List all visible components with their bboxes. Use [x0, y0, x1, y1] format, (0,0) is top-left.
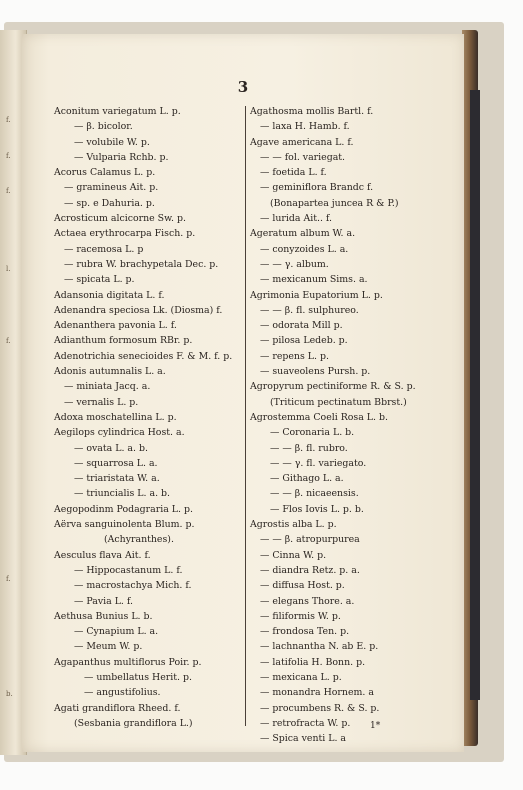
index-entry: — Cynapium L. a.	[74, 626, 159, 638]
index-entry: — repens L. p.	[260, 350, 329, 362]
index-entry: — Vulparia Rchb. p.	[74, 151, 169, 163]
right-column	[250, 104, 462, 746]
index-entry: — gramineus Ait. p.	[64, 182, 159, 194]
index-entry: — latifolia H. Bonn. p.	[260, 656, 366, 668]
index-entry: — — γ. album.	[260, 258, 329, 270]
index-entry: — miniata Jacq. a.	[64, 381, 151, 393]
index-entry: Aethusa Bunius L. b.	[54, 610, 153, 622]
index-entry: — rubra W. brachypetala Dec. p.	[64, 258, 219, 270]
index-entry: — elegans Thore. a.	[260, 595, 355, 607]
index-entry: — lurida Ait.. f.	[260, 213, 333, 225]
index-entry: Aesculus flava Ait. f.	[54, 549, 151, 561]
index-entry: Agrostemma Coeli Rosa L. b.	[250, 411, 388, 423]
book-page	[22, 34, 464, 752]
index-entry: — Coronaria L. b.	[270, 427, 355, 439]
index-entry: — retrofracta W. p.	[260, 717, 351, 729]
index-entry: Adansonia digitata L. f.	[54, 289, 165, 301]
index-entry: — umbellatus Herit. p.	[84, 671, 192, 683]
index-entry: Agati grandiflora Rheed. f.	[54, 702, 181, 714]
margin-mark: f.	[6, 187, 11, 195]
index-entry: Agave americana L. f.	[250, 136, 354, 148]
index-entry: — ovata L. a. b.	[74, 442, 148, 454]
index-entry: Agrostis alba L. p.	[250, 519, 337, 531]
index-entry: — macrostachya Mich. f.	[74, 580, 192, 592]
index-entry: — spicata L. p.	[64, 274, 135, 286]
index-entry: (Triticum pectinatum Bbrst.)	[270, 396, 407, 408]
index-entry: — Spica venti L. a	[260, 733, 347, 745]
index-entry: — squarrosa L. a.	[74, 457, 158, 469]
index-entry: — procumbens R. & S. p.	[260, 702, 380, 714]
index-entry: — Flos Iovis L. p. b.	[270, 503, 364, 515]
index-entry: — Hippocastanum L. f.	[74, 564, 183, 576]
index-entry: Adenotrichia senecioides F. & M. f. p.	[54, 350, 233, 362]
index-entry: Aërva sanguinolenta Blum. p.	[54, 519, 195, 531]
index-entry: Agrimonia Eupatorium L. p.	[250, 289, 383, 301]
column-divider	[245, 106, 246, 726]
index-entry: — racemosa L. p	[64, 243, 144, 255]
index-entry: Agapanthus multiflorus Poir. p.	[54, 656, 202, 668]
left-column	[54, 104, 242, 731]
index-entry: — triaristata W. a.	[74, 473, 160, 485]
margin-mark: f.	[6, 152, 11, 160]
index-entry: — sp. e Dahuria. p.	[64, 197, 155, 209]
index-entry: — diandra Retz. p. a.	[260, 564, 360, 576]
index-entry: — laxa H. Hamb. f.	[260, 121, 350, 133]
index-entry: — — β. fl. sulphureo.	[260, 304, 359, 316]
index-entry: — pilosa Ledeb. p.	[260, 335, 348, 347]
index-entry: — monandra Hornem. a	[260, 687, 374, 699]
index-entry: Ageratum album W. a.	[250, 228, 356, 240]
index-entry: — foetida L. f.	[260, 167, 327, 179]
index-entry: (Sesbania grandiflora L.)	[74, 717, 193, 729]
index-entry: Adianthum formosum RBr. p.	[54, 335, 193, 347]
index-entry: — Pavia L. f.	[74, 595, 133, 607]
index-entry: — mexicana L. p.	[260, 671, 342, 683]
index-entry: — geminiflora Brandc f.	[260, 182, 374, 194]
index-entry: — — fol. variegat.	[260, 151, 346, 163]
index-entry: Actaea erythrocarpa Fisch. p.	[54, 228, 196, 240]
index-entry: — β. bicolor.	[74, 121, 133, 133]
index-entry: — conyzoides L. a.	[260, 243, 349, 255]
index-entry: — mexicanum Sims. a.	[260, 274, 368, 286]
margin-mark: f.	[6, 337, 11, 345]
index-entry: — — β. fl. rubro.	[270, 442, 348, 454]
index-entry: — diffusa Host. p.	[260, 580, 345, 592]
index-entry: — Githago L. a.	[270, 473, 344, 485]
index-entry: Adenandra speciosa Lk. (Diosma) f.	[54, 304, 223, 316]
index-entry: Adenanthera pavonia L. f.	[54, 320, 177, 332]
index-entry: — odorata Mill p.	[260, 320, 343, 332]
margin-mark: l.	[6, 265, 11, 273]
index-entry: — angustifolius.	[84, 687, 161, 699]
index-entry: Aconitum variegatum L. p.	[54, 106, 181, 117]
page-number: 3	[237, 78, 249, 96]
margin-mark: f.	[6, 575, 11, 583]
index-entry: Acorus Calamus L. p.	[54, 167, 156, 179]
index-entry: — — γ. fl. variegato.	[270, 457, 367, 469]
index-entry: — — β. nicaeensis.	[270, 488, 359, 500]
index-entry: — frondosa Ten. p.	[260, 626, 350, 638]
index-entry: — vernalis L. p.	[64, 396, 139, 408]
index-entry: Adoxa moschatellina L. p.	[54, 411, 177, 423]
index-entry: Adonis autumnalis L. a.	[54, 366, 166, 378]
margin-mark: f.	[6, 116, 11, 124]
margin-mark: b.	[6, 690, 13, 698]
index-entry: — filiformis W. p.	[260, 610, 341, 622]
index-entry: — — β. atropurpurea	[260, 534, 360, 546]
index-entry: Acrosticum alcicorne Sw. p.	[54, 213, 186, 225]
book-cover-spine	[470, 90, 480, 700]
index-entry: Aegopodinm Podagraria L. p.	[54, 503, 193, 515]
index-entry: (Achyranthes).	[104, 534, 174, 546]
index-entry: — volubile W. p.	[74, 136, 150, 148]
index-entry: (Bonapartea juncea R & P.)	[270, 197, 399, 209]
index-entry: — suaveolens Pursh. p.	[260, 366, 371, 378]
index-entry: Agropyrum pectiniforme R. & S. p.	[250, 381, 416, 393]
index-entry: — Cinna W. p.	[260, 549, 327, 561]
signature-mark: 1*	[370, 721, 381, 731]
index-entry: Agathosma mollis Bartl. f.	[250, 106, 374, 117]
index-entry: — Meum W. p.	[74, 641, 143, 653]
index-entry: Aegilops cylindrica Host. a.	[54, 427, 185, 439]
index-entry: — triuncialis L. a. b.	[74, 488, 171, 500]
index-entry: — lachnantha N. ab E. p.	[260, 641, 379, 653]
